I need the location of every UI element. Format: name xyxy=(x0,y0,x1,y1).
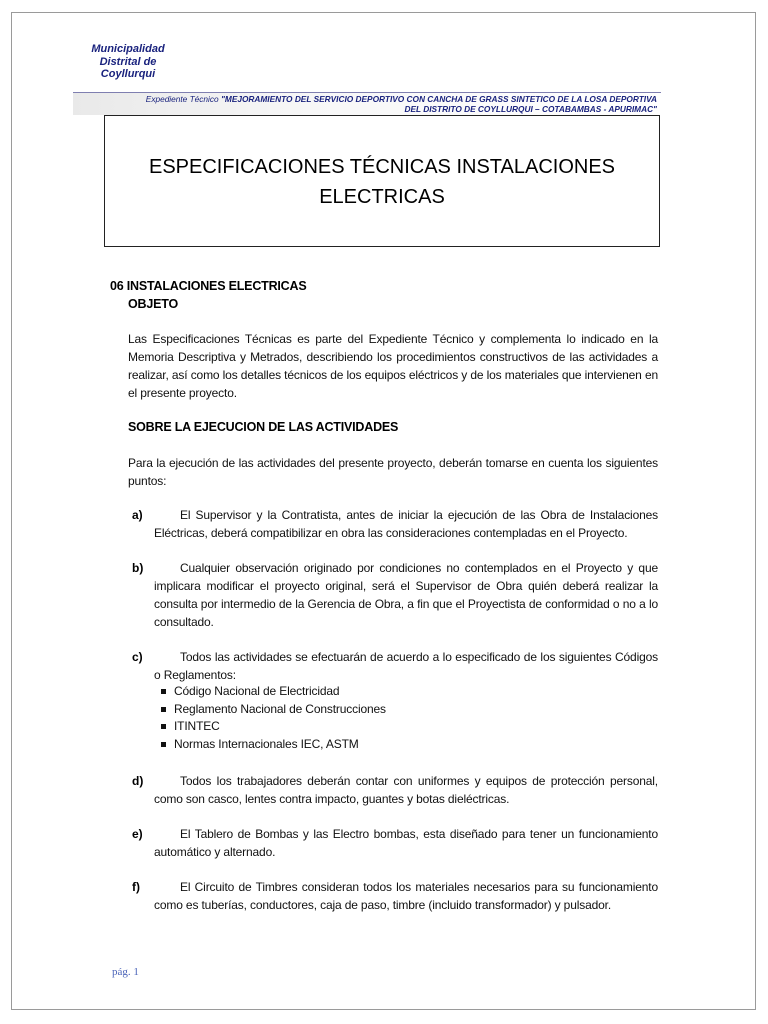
item-label-c: c) xyxy=(132,650,143,664)
item-label-e: e) xyxy=(132,827,143,841)
municipality-line-2: Distrital de xyxy=(99,55,157,68)
expediente-header xyxy=(73,94,657,114)
bullet-square-icon xyxy=(161,724,166,729)
sobre-heading: SOBRE LA EJECUCION DE LAS ACTIVIDADES xyxy=(128,420,399,434)
codes-list xyxy=(160,683,386,753)
item-text-b: Cualquier observación originado por condiciones no contemplados en el Proyecto y que implicara modificar el proyecto original, será el Supervisor de Obra quién deberá realizar la consulta por intermedio de la Gerencia de Obra, a fin que el Proyectista de conformidad o no a lo consultado. xyxy=(154,561,658,629)
item-text-e: El Tablero de Bombas y las Electro bombas, esta diseñado para tener un funcionamiento automático y alternado. xyxy=(154,827,658,859)
bullet-square-icon xyxy=(161,707,166,712)
item-text-d: Todos los trabajadores deberán contar con uniformes y equipos de protección personal, como son casco, lentes contra impacto, guantes y botas dieléctricas. xyxy=(154,774,658,806)
document-title-line-2: ELECTRICAS xyxy=(319,186,445,208)
expediente-title-line-1: "MEJORAMIENTO DEL SERVICIO DEPORTIVO CON CANCHA DE GRASS SINTETICO DE LA LOSA DEPORTIVA xyxy=(220,94,657,104)
list-item: Reglamento Nacional de Construcciones xyxy=(160,701,386,719)
item-text-a: El Supervisor y la Contratista, antes de iniciar la ejecución de las Obra de Instalaciones Eléctricas, deberá compatibilizar en obra las consideraciones contempladas en el Proyecto. xyxy=(154,508,658,540)
item-text-c: Todos las actividades se efectuarán de acuerdo a lo especificado de los siguientes Códigos o Reglamentos: xyxy=(154,650,658,682)
item-label-b: b) xyxy=(132,561,144,575)
item-label-f: f) xyxy=(132,880,140,894)
section-heading: 06 INSTALACIONES ELECTRICAS xyxy=(110,279,307,293)
document-title-line-1: ESPECIFICACIONES TÉCNICAS INSTALACIONES xyxy=(148,156,616,178)
list-item: Código Nacional de Electricidad xyxy=(160,683,386,701)
page-number: pág. 1 xyxy=(112,966,139,978)
bullet-square-icon xyxy=(161,742,166,747)
municipality-line-1: Municipalidad xyxy=(91,43,165,55)
municipality-line-3: Coyllurqui xyxy=(100,68,156,80)
document-title xyxy=(104,152,660,212)
expediente-title-line-2: DEL DISTRITO DE COYLLURQUI – COTABAMBAS - APURIMAC" xyxy=(404,104,657,114)
bullet-square-icon xyxy=(161,689,166,694)
objeto-paragraph: Las Especificaciones Técnicas es parte del Expediente Técnico y complementa lo indicado en la Memoria Descriptiva y Metrados, describiendo los procedimientos constructivos de las actividades a realizar, así como los detalles técnicos de los equipos eléctricos y de los materiales que intervienen en el presente proyecto. xyxy=(128,332,658,400)
sobre-paragraph: Para la ejecución de las actividades del presente proyecto, deberán tomarse en cuenta los siguientes puntos: xyxy=(128,456,658,488)
item-label-a: a) xyxy=(132,508,143,522)
municipality-name xyxy=(74,43,182,81)
header-rule xyxy=(73,92,661,93)
item-text-f: El Circuito de Timbres consideran todos los materiales necesarios para su funcionamiento como es tuberías, conductores, caja de paso, timbre (incluido transformador) y pulsador. xyxy=(154,880,658,912)
list-item: ITINTEC xyxy=(160,718,386,736)
item-label-d: d) xyxy=(132,774,144,788)
list-item: Normas Internacionales IEC, ASTM xyxy=(160,736,386,754)
expediente-prefix: Expediente Técnico xyxy=(145,94,221,104)
objeto-heading: OBJETO xyxy=(128,297,178,311)
